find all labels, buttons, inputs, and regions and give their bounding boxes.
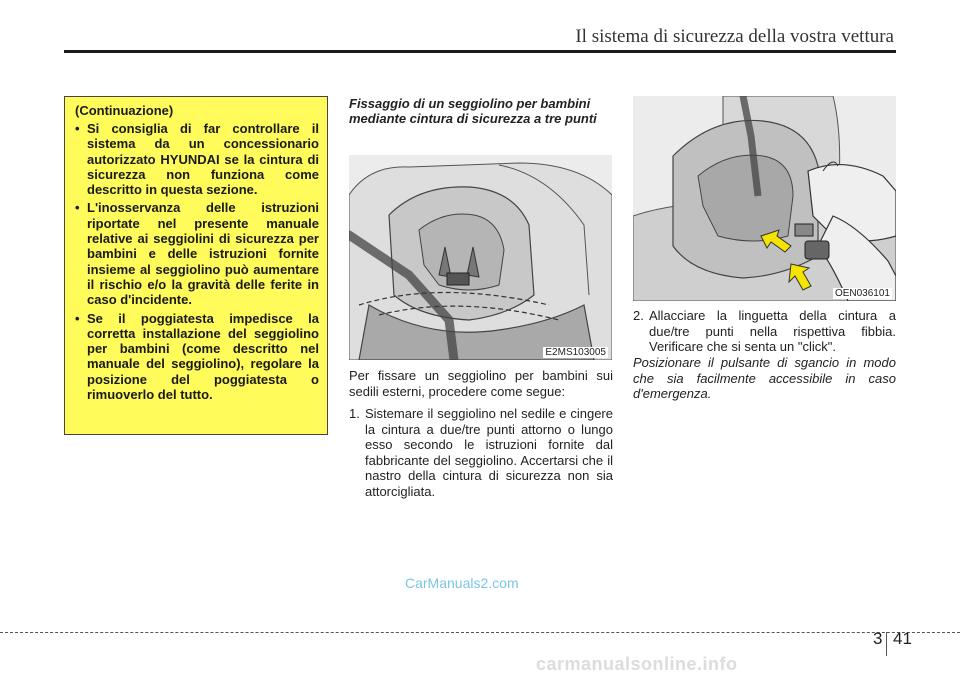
bullet-icon: • (75, 200, 80, 216)
site-watermark: carmanualsonline.info (536, 654, 738, 674)
warning-item (75, 311, 319, 403)
step-text: Allacciare la linguetta della cintura a due/tre punti nella rispettiva fibbia. Verificare che si senta un "click". (649, 308, 896, 355)
child-seat-belt-figure (349, 155, 612, 360)
step-2 (633, 308, 896, 355)
figure-code: OEN036101 (834, 288, 890, 299)
child-seat-illustration (349, 155, 612, 360)
warning-item-text: Si consiglia di far controllare il sistema da un concessionario autorizzato HYUNDAI se la cintura di sicurezza non funziona come descritto in questa sezione. (87, 121, 319, 198)
step-text: Sistemare il seggiolino nel sedile e cingere la cintura a due/tre punti attorno o lungo esso secondo le istruzioni fornite dal fabbricante del seggiolino. Accertarsi che il nastro della cintura di sicurezza non sia attorcigliata. (365, 406, 613, 499)
buckle-illustration (633, 96, 896, 301)
footer-rule (0, 632, 960, 633)
step-1 (349, 406, 613, 500)
bullet-icon: • (75, 121, 80, 136)
header-title: Il sistema di sicurezza della vostra vettura (575, 26, 894, 47)
page-separator (886, 632, 887, 656)
watermark-link[interactable]: CarManuals2.com (405, 575, 519, 591)
figure-code: E2MS103005 (545, 347, 606, 358)
chapter-number: 3 (873, 629, 883, 648)
warning-item-text: L'inosservanza delle istruzioni riportate nel presente manuale relative ai seggiolini di sicurezza per bambini e delle istruzioni fornite insieme al seggiolino può aumentare il rischio e/o la gravità delle ferite in caso d'incidente. (87, 200, 319, 308)
warning-continued: (Continuazione) (75, 103, 174, 118)
header-rule (64, 50, 896, 53)
warning-box (64, 96, 328, 435)
warning-item (75, 121, 319, 197)
section-title: Fissaggio di un seggiolino per bambini mediante cintura di sicurezza a tre punti (349, 96, 597, 126)
warning-item-text: Se il poggiatesta impedisce la corretta installazione del seggiolino per bambini (come descritto nel manuale del seggiolino), regolare la posizione del poggiatesta o rimuoverlo del tutto. (87, 310, 319, 403)
step-number: 1. (349, 406, 360, 421)
bullet-icon: • (75, 310, 80, 326)
step-number: 2. (633, 308, 644, 323)
intro-paragraph: Per fissare un seggiolino per bambini sui sedili esterni, procedere come segue: (349, 368, 613, 399)
page-number: 41 (893, 629, 912, 648)
warning-item (75, 200, 319, 307)
warning-list (75, 121, 319, 402)
note-paragraph: Posizionare il pulsante di sgancio in modo che sia facilmente accessibile in caso d'emergenza. (633, 355, 896, 402)
buckle-figure (633, 96, 896, 301)
